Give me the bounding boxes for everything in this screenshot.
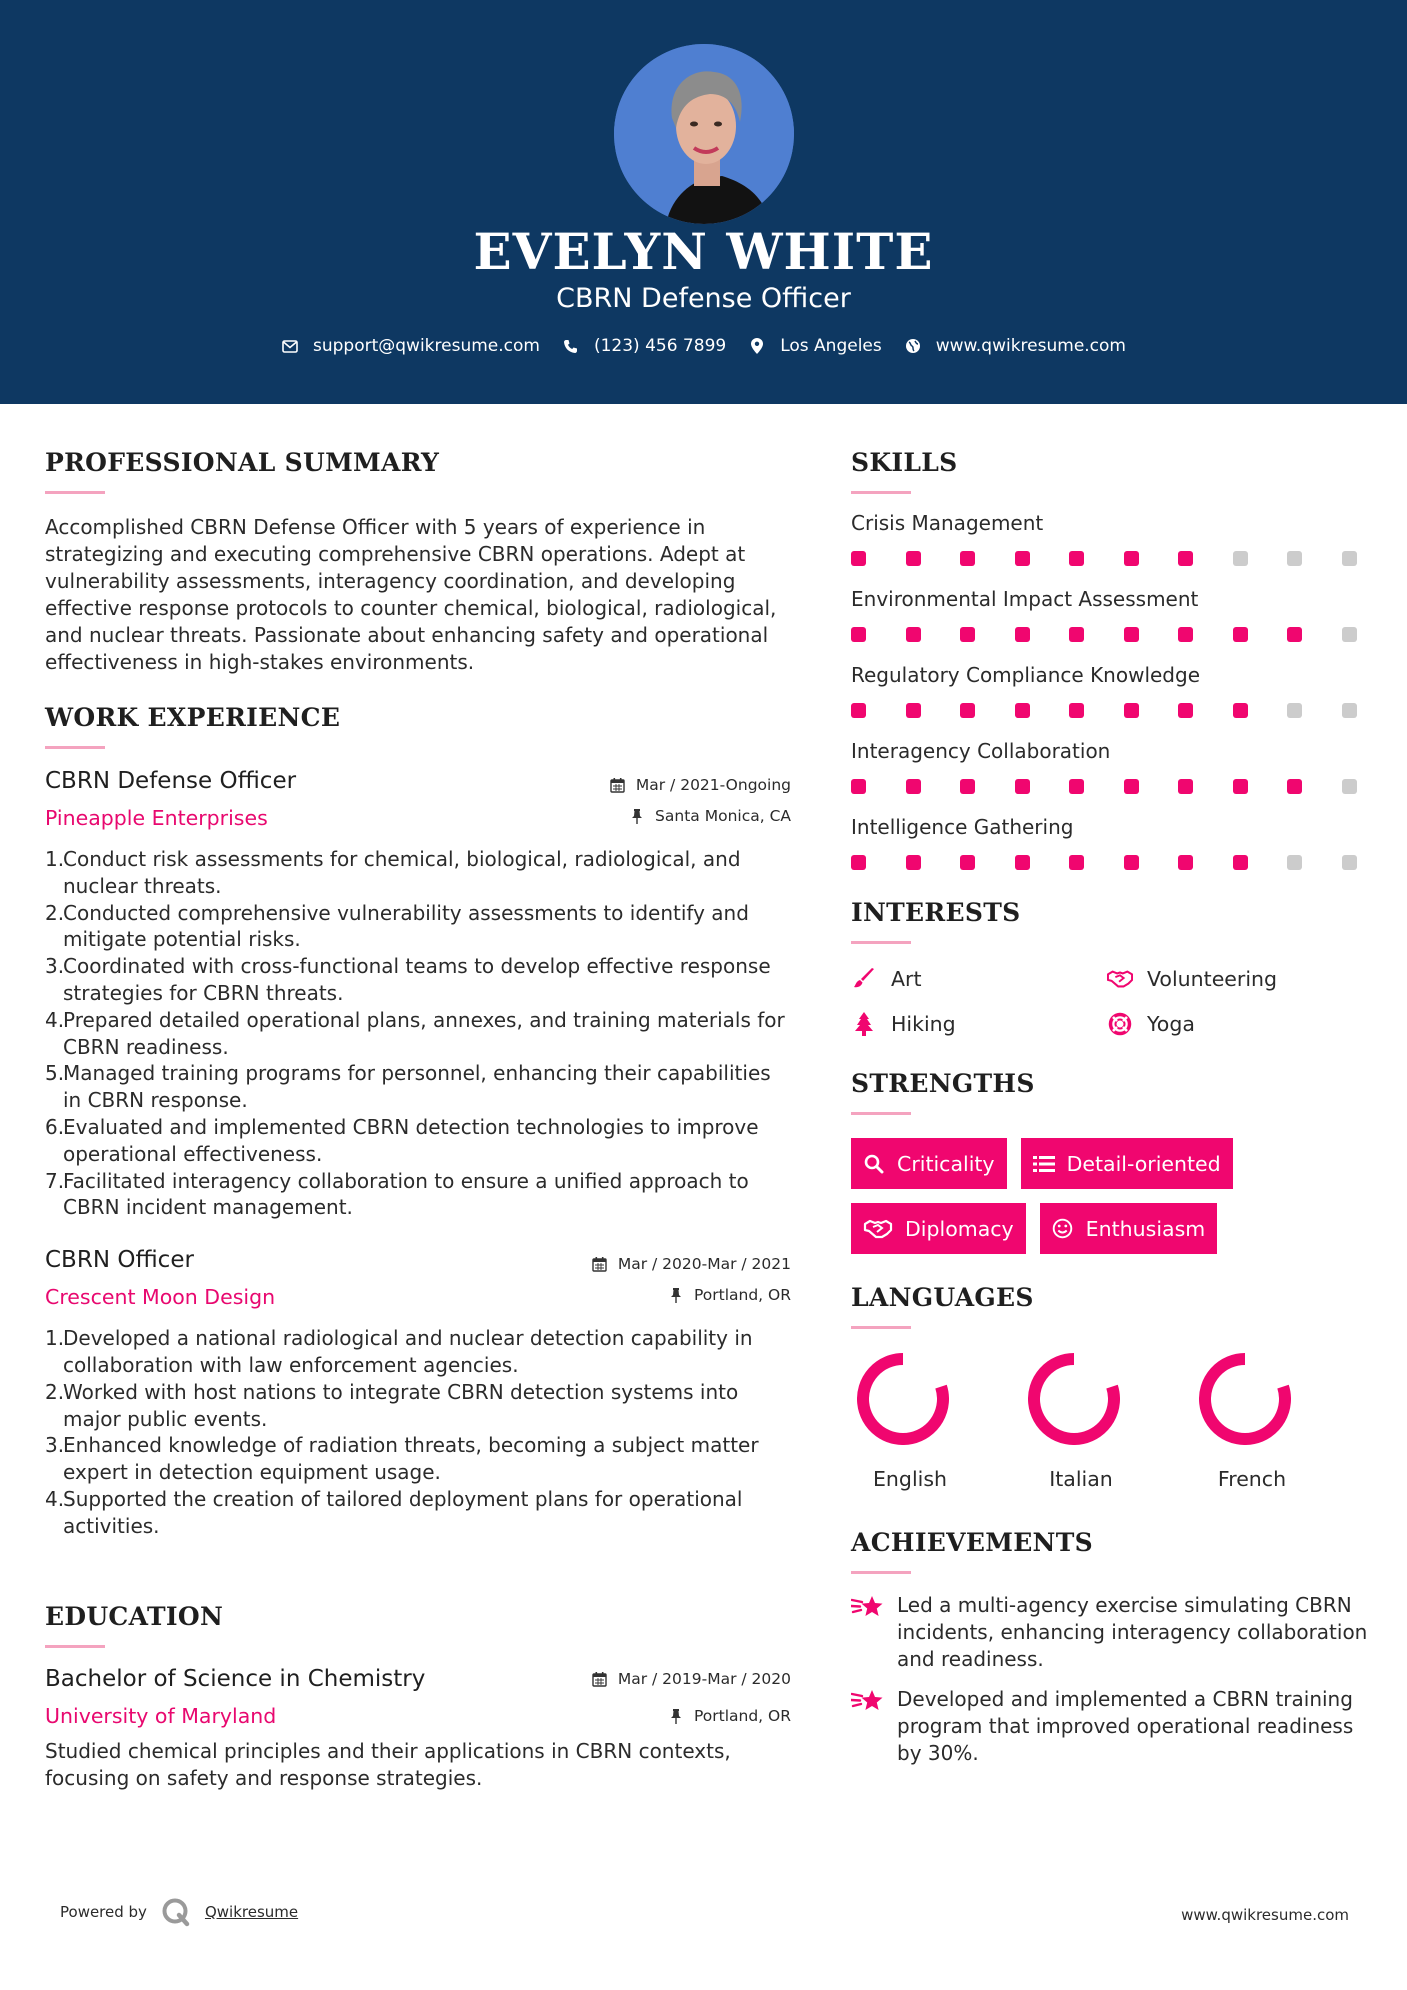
strengths-heading: STRENGTHS <box>851 1069 1035 1098</box>
achievements-section <box>851 1528 1371 1767</box>
rating-dot-filled <box>906 703 921 718</box>
language-ring <box>1199 1353 1291 1445</box>
skill-name: Interagency Collaboration <box>851 739 1111 763</box>
task-item: 6. Evaluated and implemented CBRN detection technologies to improve operational effectiveness. <box>45 1114 759 1166</box>
rating-dot-empty <box>1233 551 1248 566</box>
achievement-item <box>851 1592 1371 1673</box>
language-ring <box>1028 1353 1120 1445</box>
job-tasks <box>45 1325 791 1539</box>
footer-powered-by <box>60 1897 298 1927</box>
achievement-text: Led a multi-agency exercise simulating CBRN incidents, enhancing interagency collaboration and readiness. <box>897 1593 1368 1671</box>
rating-dot-filled <box>851 703 866 718</box>
language-name: English <box>872 1467 948 1491</box>
language-name: French <box>1217 1467 1287 1491</box>
achievement-item <box>851 1686 1371 1767</box>
rating-dot-filled <box>1124 703 1139 718</box>
rating-dot-empty <box>1287 855 1302 870</box>
rating-dot-filled <box>960 779 975 794</box>
experience-section <box>45 703 791 1540</box>
job-entry <box>45 1247 791 1539</box>
education-date <box>592 1668 791 1690</box>
language-item <box>1022 1353 1193 1491</box>
task-item: 4. Prepared detailed operational plans, annexes, and training materials for CBRN readiness. <box>45 1007 785 1059</box>
rating-dot-filled <box>906 627 921 642</box>
strength-label: Enthusiasm <box>1085 1216 1206 1241</box>
job-location <box>610 805 791 827</box>
job-date-text: Mar / 2020-Mar / 2021 <box>617 1255 791 1274</box>
search-icon <box>863 1153 885 1175</box>
skill-item <box>851 815 1371 870</box>
strength-tag <box>851 1203 1026 1254</box>
job-role: CBRN Officer <box>45 1247 194 1274</box>
language-item <box>851 1353 1022 1491</box>
job-location-text: Santa Monica, CA <box>655 807 791 825</box>
contact-location-text: Los Angeles <box>780 336 882 356</box>
summary-section <box>45 448 791 676</box>
education-school: University of Maryland <box>45 1704 277 1728</box>
rating-dot-filled <box>1069 855 1084 870</box>
rating-dot-empty <box>1342 627 1357 642</box>
job-info <box>45 768 296 830</box>
smile-icon <box>1052 1218 1074 1240</box>
strengths-section <box>851 1069 1371 1268</box>
rating-dot-empty <box>1342 855 1357 870</box>
achievement-text: Developed and implemented a CBRN training program that improved operational readiness by 30%. <box>897 1687 1354 1765</box>
education-section <box>45 1602 791 1792</box>
rating-dot-filled <box>1069 779 1084 794</box>
skill-rating <box>851 855 1357 870</box>
job-meta <box>610 774 791 827</box>
interest-label: Yoga <box>1147 1012 1195 1036</box>
contact-website-text: www.qwikresume.com <box>935 336 1126 356</box>
rating-dot-filled <box>960 627 975 642</box>
rating-dot-filled <box>851 551 866 566</box>
skill-item <box>851 587 1371 642</box>
achievements-heading: ACHIEVEMENTS <box>851 1528 1093 1557</box>
interests-heading: INTERESTS <box>851 898 1021 927</box>
skill-rating <box>851 551 1357 566</box>
task-item: 4. Supported the creation of tailored deployment plans for operational activities. <box>45 1486 743 1538</box>
job-header <box>45 1247 791 1309</box>
pin-icon <box>629 808 645 824</box>
rating-dot-filled <box>906 779 921 794</box>
qwikresume-link[interactable]: Qwikresume <box>204 1903 299 1921</box>
calendar-icon <box>592 1671 608 1687</box>
job-date <box>610 774 791 796</box>
strength-label: Criticality <box>897 1151 995 1176</box>
rating-dot-filled <box>1069 703 1084 718</box>
rating-dot-filled <box>906 855 921 870</box>
education-degree: Bachelor of Science in Chemistry <box>45 1666 426 1692</box>
skills-list <box>851 511 1371 870</box>
task-item: 2. Worked with host nations to integrate CBRN detection systems into major public events. <box>45 1379 739 1431</box>
strength-tag <box>851 1138 1007 1189</box>
strengths-rule <box>851 1112 911 1115</box>
education-meta <box>592 1668 791 1727</box>
rating-dot-filled <box>1124 551 1139 566</box>
contact-website[interactable] <box>904 336 1126 356</box>
skill-name: Crisis Management <box>851 511 1044 535</box>
shooting-star-icon <box>851 1592 885 1622</box>
rating-dot-filled <box>1233 855 1248 870</box>
rating-dot-filled <box>1233 703 1248 718</box>
contact-phone[interactable] <box>562 336 726 356</box>
rating-dot-filled <box>1287 627 1302 642</box>
rating-dot-empty <box>1287 551 1302 566</box>
powered-by-text: Powered by <box>60 1903 147 1921</box>
interest-label: Volunteering <box>1147 967 1278 991</box>
map-marker-icon <box>748 337 766 355</box>
job-meta <box>592 1253 791 1306</box>
job-date <box>592 1253 791 1275</box>
skills-rule <box>851 491 911 494</box>
rating-dot-filled <box>1233 627 1248 642</box>
languages-section <box>851 1283 1371 1491</box>
list-icon <box>1033 1153 1055 1175</box>
skill-rating <box>851 779 1357 794</box>
strength-label: Detail-oriented <box>1066 1151 1221 1176</box>
interest-label: Hiking <box>891 1012 956 1036</box>
interest-item <box>851 966 1107 992</box>
rating-dot-filled <box>1015 703 1030 718</box>
rating-dot-filled <box>1069 551 1084 566</box>
rating-dot-filled <box>1178 627 1193 642</box>
summary-text: Accomplished CBRN Defense Officer with 5 years of experience in strategizing and executing comprehensive CBRN operations. Adept at vulnerability assessments, interagency coordination, and developing effective response protocols to counter chemical, biological, radiological, and nuclear threats. Passionate about enhancing safety and operational effectiveness in high-stakes environments. <box>45 515 777 674</box>
rating-dot-filled <box>960 855 975 870</box>
globe-icon <box>904 337 922 355</box>
summary-heading: PROFESSIONAL SUMMARY <box>45 448 440 477</box>
rating-dot-empty <box>1287 703 1302 718</box>
candidate-name: EVELYN WHITE <box>473 222 934 281</box>
languages-heading: LANGUAGES <box>851 1283 1034 1312</box>
experience-heading: WORK EXPERIENCE <box>45 703 341 732</box>
rating-dot-filled <box>1015 627 1030 642</box>
language-name: Italian <box>1049 1467 1113 1491</box>
skill-name: Regulatory Compliance Knowledge <box>851 663 1201 687</box>
education-rule <box>45 1645 105 1648</box>
profile-photo <box>614 44 794 224</box>
contact-location[interactable] <box>748 336 882 356</box>
calendar-icon <box>592 1256 608 1272</box>
strengths-tags <box>851 1138 1371 1268</box>
job-location <box>592 1284 791 1306</box>
job-date-text: Mar / 2021-Ongoing <box>635 776 791 794</box>
skill-name: Intelligence Gathering <box>851 815 1074 839</box>
strength-tag <box>1040 1203 1218 1254</box>
task-item: 2. Conducted comprehensive vulnerability assessments to identify and mitigate potential risks. <box>45 900 749 952</box>
task-item: 7. Facilitated interagency collaboration to ensure a unified approach to CBRN incident management. <box>45 1168 749 1220</box>
lifebuoy-icon <box>1107 1011 1133 1037</box>
phone-icon <box>562 337 580 355</box>
rating-dot-filled <box>1015 551 1030 566</box>
rating-dot-empty <box>1342 551 1357 566</box>
rating-dot-filled <box>1287 779 1302 794</box>
handshake-icon <box>1107 966 1133 992</box>
language-ring <box>857 1353 949 1445</box>
rating-dot-filled <box>906 551 921 566</box>
interests-list <box>851 966 1371 1037</box>
rating-dot-filled <box>851 627 866 642</box>
rating-dot-filled <box>1178 551 1193 566</box>
skill-name: Environmental Impact Assessment <box>851 587 1199 611</box>
job-company: Crescent Moon Design <box>45 1285 276 1310</box>
rating-dot-filled <box>1233 779 1248 794</box>
education-info <box>45 1666 425 1728</box>
education-header <box>45 1666 791 1728</box>
strength-tag <box>1021 1138 1233 1189</box>
job-header <box>45 768 791 830</box>
pin-icon <box>668 1287 684 1303</box>
job-company: Pineapple Enterprises <box>45 806 268 830</box>
task-item: 1. Conduct risk assessments for chemical, biological, radiological, and nuclear threats. <box>45 847 741 898</box>
contact-email-text: support@qwikresume.com <box>313 336 540 356</box>
interests-section <box>851 898 1371 1037</box>
calendar-icon <box>610 777 626 793</box>
candidate-title: CBRN Defense Officer <box>556 283 851 314</box>
rating-dot-empty <box>1342 703 1357 718</box>
experience-rule <box>45 746 105 749</box>
education-heading: EDUCATION <box>45 1602 224 1631</box>
achievements-rule <box>851 1571 911 1574</box>
skills-section <box>851 448 1371 870</box>
interest-item <box>851 1011 1107 1037</box>
handshake-icon <box>863 1218 893 1240</box>
rating-dot-filled <box>1124 627 1139 642</box>
job-info <box>45 1247 275 1309</box>
task-item: 3. Enhanced knowledge of radiation threats, becoming a subject matter expert in detection equipment usage. <box>45 1433 759 1485</box>
skill-item <box>851 739 1371 794</box>
job-location-text: Portland, OR <box>693 1286 791 1305</box>
rating-dot-filled <box>1178 779 1193 794</box>
task-item: 5. Managed training programs for personnel, enhancing their capabilities in CBRN response. <box>45 1061 771 1113</box>
task-item: 1. Developed a national radiological and nuclear detection capability in collaboration with law enforcement agencies. <box>45 1326 753 1377</box>
interests-rule <box>851 941 911 944</box>
envelope-icon <box>281 337 299 355</box>
job-entry <box>45 768 791 1221</box>
pin-icon <box>668 1708 684 1724</box>
task-item: 3. Coordinated with cross-functional teams to develop effective response strategies for CBRN threats. <box>45 954 771 1005</box>
education-location-text: Portland, OR <box>693 1707 791 1725</box>
skill-item <box>851 511 1371 566</box>
rating-dot-filled <box>1124 779 1139 794</box>
shooting-star-icon <box>851 1686 885 1716</box>
skill-rating <box>851 703 1357 718</box>
job-tasks <box>45 846 791 1221</box>
rating-dot-filled <box>1124 855 1139 870</box>
contact-email[interactable] <box>281 336 540 356</box>
skill-rating <box>851 627 1357 642</box>
rating-dot-empty <box>1342 779 1357 794</box>
interest-item <box>1107 966 1363 992</box>
rating-dot-filled <box>960 551 975 566</box>
paintbrush-icon <box>851 966 877 992</box>
job-role: CBRN Defense Officer <box>45 768 297 794</box>
skill-item <box>851 663 1371 718</box>
summary-rule <box>45 491 105 494</box>
rating-dot-filled <box>1069 627 1084 642</box>
qwikresume-logo-icon <box>161 1897 191 1927</box>
rating-dot-filled <box>1178 855 1193 870</box>
rating-dot-filled <box>1178 703 1193 718</box>
interest-label: Art <box>891 967 922 991</box>
skills-heading: SKILLS <box>851 448 958 477</box>
languages-list <box>851 1353 1371 1491</box>
interest-item <box>1107 1011 1363 1037</box>
education-date-text: Mar / 2019-Mar / 2020 <box>617 1670 791 1688</box>
contact-phone-text: (123) 456 7899 <box>593 336 727 356</box>
rating-dot-filled <box>851 855 866 870</box>
footer-website[interactable]: www.qwikresume.com <box>1181 1906 1349 1924</box>
education-text: Studied chemical principles and their applications in CBRN contexts, focusing on safety and response strategies. <box>45 1739 731 1790</box>
resume-header <box>0 0 1407 404</box>
contact-bar <box>0 336 1407 356</box>
language-item <box>1193 1353 1364 1491</box>
rating-dot-filled <box>1015 855 1030 870</box>
tree-icon <box>851 1011 877 1037</box>
rating-dot-filled <box>1015 779 1030 794</box>
education-location <box>592 1705 791 1727</box>
languages-rule <box>851 1326 911 1329</box>
strength-label: Diplomacy <box>905 1216 1014 1241</box>
rating-dot-filled <box>851 779 866 794</box>
rating-dot-filled <box>960 703 975 718</box>
